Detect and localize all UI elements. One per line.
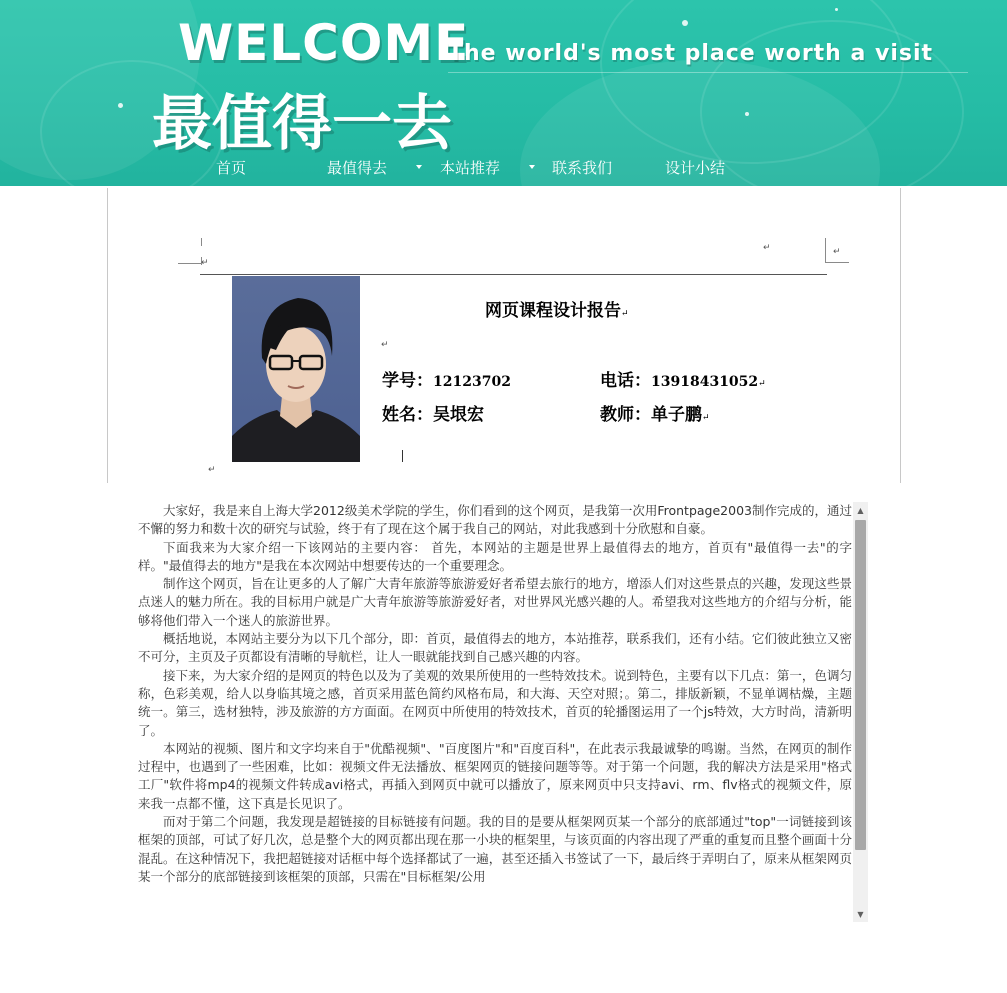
sparkle-icon — [835, 8, 838, 11]
return-mark: ↵ — [763, 243, 771, 253]
header-rule — [200, 274, 827, 275]
name-row — [382, 400, 484, 425]
scroll-up-icon[interactable]: ▲ — [857, 505, 864, 515]
scrollbar-thumb[interactable] — [855, 520, 866, 850]
intro-paragraph: 制作这个网页，旨在让更多的人了解广大青年旅游等旅游爱好者希望去旅行的地方，增添人们对这些景点的兴趣，发现这些景点迷人的魅力所在。我的目标用户就是广大青年旅游等旅游爱好者，对世界风光感兴趣的人。希望我对这些地方的介绍与分析，能够将他们带入一个迷人的旅游世界。 — [138, 576, 852, 628]
scroll-down-icon[interactable]: ▼ — [857, 909, 864, 919]
crop-mark — [178, 263, 201, 264]
nav-item-must-visit[interactable]: 最值得去 — [327, 159, 388, 177]
vertical-scrollbar[interactable] — [853, 502, 868, 922]
name-label: 姓名： — [382, 405, 433, 425]
intro-paragraph: 大家好，我是来自上海大学2012级美术学院的学生，你们看到的这个网页，是我第一次用Frontpage2003制作完成的，通过不懈的努力和数十次的研究与试验，终于有了现在这个属于我自己的网站，对此我感到十分欣慰和自豪。 — [138, 503, 852, 537]
phone-label: 电话： — [600, 371, 651, 391]
crop-mark — [201, 238, 202, 246]
nav-item-contact[interactable]: 联系我们 — [552, 159, 613, 177]
sparkle-icon — [682, 20, 688, 26]
chevron-down-icon[interactable] — [529, 165, 535, 169]
student-id-value: 12123702 — [433, 374, 511, 390]
return-mark: ↵ — [381, 340, 389, 350]
intro-text-panel[interactable] — [138, 502, 852, 922]
return-mark: ↵ — [758, 379, 766, 389]
return-mark: ↵ — [833, 247, 841, 257]
intro-paragraph: 接下来，为大家介绍的是网页的特色以及为了美观的效果所使用的一些特效技术。说到特色，主要有以下几点：第一，色调匀称，色彩美观，给人以身临其境之感，首页采用蓝色简约风格布局，和大海、天空对照；。第二，排版新颖，不显单调枯燥，主题统一。第三，选材独特，涉及旅游的方方面面。在网页中所使用的特效技术，首页的轮播图运用了一个js特效，大方时尚，清新明了。 — [138, 667, 852, 738]
intro-paragraph: 概括地说，本网站主要分为以下几个部分，即：首页，最值得去的地方，本站推荐，联系我们，还有小结。它们彼此独立又密不可分，主页及子页都设有清晰的导航栏，让人一眼就能找到自己感兴趣的内容。 — [138, 631, 852, 665]
nav-item-summary[interactable]: 设计小结 — [665, 159, 726, 177]
return-mark: ↵ — [201, 258, 209, 268]
welcome-heading: WELCOME — [178, 14, 470, 72]
text-cursor — [402, 450, 403, 462]
name-value: 吴垠宏 — [433, 405, 484, 425]
chevron-down-icon[interactable] — [416, 165, 422, 169]
crop-mark — [825, 238, 826, 262]
student-id-row — [382, 366, 511, 391]
nav-item-home[interactable]: 首页 — [216, 159, 247, 177]
teacher-label: 教师： — [600, 405, 651, 425]
intro-paragraph: 而对于第二个问题，我发现是超链接的目标链接有问题。我的目的是要从框架网页某一个部分的底部通过"top"一词链接到该框架的顶部，可试了好几次，总是整个大的网页都出现在那一小块的框架里，与该页面的内容出现了严重的重复而且整个画面十分混乱。在这种情况下，我把超链接对话框中每个选择都试了一遍，甚至还插入书签试了一下，最后终于弄明白了，原来从框架网页某一个部分的底部链接到该框架的顶部，只需在"目标框架/公用 — [138, 814, 852, 884]
report-title — [485, 296, 629, 321]
student-id-label: 学号： — [382, 371, 433, 391]
student-portrait-image — [232, 276, 360, 462]
return-mark: ↵ — [702, 413, 710, 423]
header-banner — [0, 0, 1007, 186]
intro-paragraph: 下面我来为大家介绍一下该网站的主要内容： 首先，本网站的主题是世界上最值得去的地方，首页有"最值得一去"的字样。"最值得去的地方"是我在本次网站中想要传达的一个重要理念。 — [138, 539, 852, 573]
report-document — [107, 188, 901, 483]
nav-item-recommended[interactable]: 本站推荐 — [440, 159, 501, 177]
intro-paragraph: 本网站的视频、图片和文字均来自于"优酷视频"、"百度图片"和"百度百科"，在此表示我最诚挚的鸣谢。当然，在网页的制作过程中，也遇到了一些困难，比如：视频文件无法播放、框架网页的链接问题等等。对于第一个问题，我的解决方法是采用"格式工厂"软件将mp4的视频文件转成avi格式，再插入到网页中就可以播放了，原来网页中只支持avi、rm、flv格式的视频文件，原来我一点都不懂，这下真是长见识了。 — [138, 740, 852, 811]
phone-row — [600, 366, 766, 391]
sparkle-icon — [745, 112, 749, 116]
teacher-row — [600, 400, 710, 425]
tagline-divider — [448, 72, 968, 73]
sparkle-icon — [118, 103, 123, 108]
student-photo — [232, 276, 360, 462]
site-title: 最值得一去 — [152, 89, 452, 159]
return-mark: ↵ — [208, 465, 216, 475]
report-title-text: 网页课程设计报告 — [485, 301, 621, 321]
return-mark: ↵ — [621, 309, 629, 319]
phone-value: 13918431052 — [651, 374, 759, 390]
site-tagline: The world's most place worth a visit — [448, 41, 934, 66]
crop-mark — [825, 262, 849, 263]
teacher-value: 单子鹏 — [651, 405, 702, 425]
